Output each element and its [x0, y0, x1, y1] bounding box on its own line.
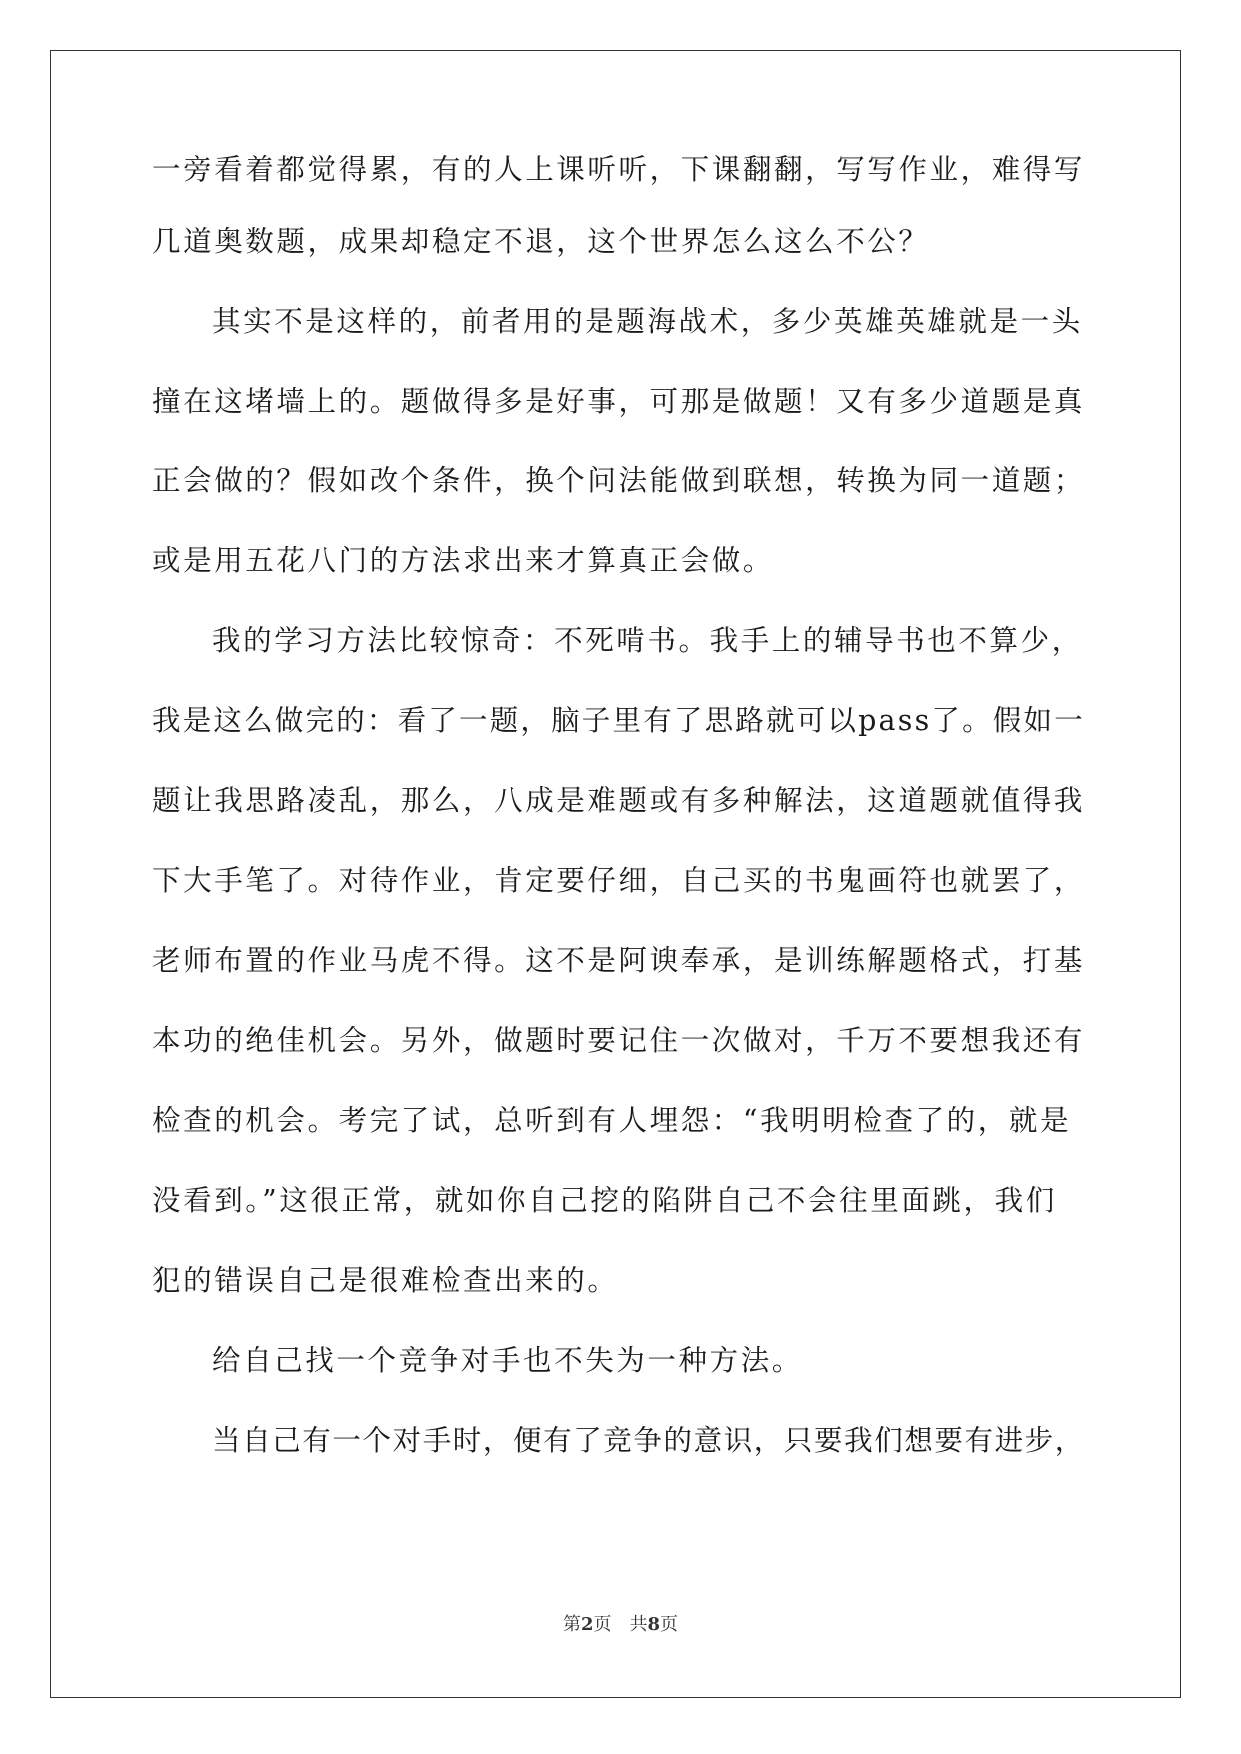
paragraph-line: 题让我思路凌乱，那么，八成是难题或有多种解法，这道题就值得我: [152, 784, 1086, 817]
paragraph-line: 或是用五花八门的方法求出来才算真正会做。: [152, 544, 775, 577]
total-pages: 8: [647, 1614, 661, 1635]
paragraph-line: 我是这么做完的：看了一题，脑子里有了思路就可以pass了。假如一: [152, 704, 1085, 737]
paragraph-line: 检查的机会。考完了试，总听到有人埋怨：“我明明检查了的，就是: [152, 1104, 1072, 1137]
paragraph-line: 当自己有一个对手时，便有了竞争的意识，只要我们想要有进步，: [212, 1424, 1085, 1457]
paragraph-line: 老师布置的作业马虎不得。这不是阿谀奉承，是训练解题格式，打基: [152, 944, 1086, 977]
paragraph-line: 犯的错误自己是很难检查出来的。: [152, 1264, 619, 1297]
paragraph-line: 正会做的？假如改个条件，换个问法能做到联想，转换为同一道题；: [152, 464, 1086, 497]
paragraph-line: 我的学习方法比较惊奇：不死啃书。我手上的辅导书也不算少，: [212, 624, 1083, 657]
paragraph-line: 下大手笔了。对待作业，肯定要仔细，自己买的书鬼画符也就罢了，: [152, 864, 1086, 897]
paragraph-line: 本功的绝佳机会。另外，做题时要记住一次做对，千万不要想我还有: [152, 1024, 1086, 1057]
paragraph-line: 一旁看着都觉得累，有的人上课听听，下课翻翻，写写作业，难得写: [152, 153, 1086, 186]
total-prefix: 共: [629, 1614, 648, 1635]
paragraph-line: 其实不是这样的，前者用的是题海战术，多少英雄英雄就是一头: [212, 305, 1083, 338]
paragraph-line: 给自己找一个竞争对手也不失为一种方法。: [212, 1344, 803, 1377]
paragraph-line: 撞在这堵墙上的。题做得多是好事，可那是做题！又有多少道题是真: [152, 385, 1086, 418]
page-number: 2: [580, 1614, 594, 1635]
page-suffix: 页: [593, 1614, 612, 1635]
paragraph-line: 没看到。”这很正常，就如你自己挖的陷阱自己不会往里面跳，我们: [152, 1184, 1057, 1217]
page-footer: [0, 1613, 1241, 1637]
total-suffix: 页: [660, 1614, 679, 1635]
paragraph-line: 几道奥数题，成果却稳定不退，这个世界怎么这么不公？: [152, 225, 930, 258]
page-prefix: 第: [562, 1614, 581, 1635]
